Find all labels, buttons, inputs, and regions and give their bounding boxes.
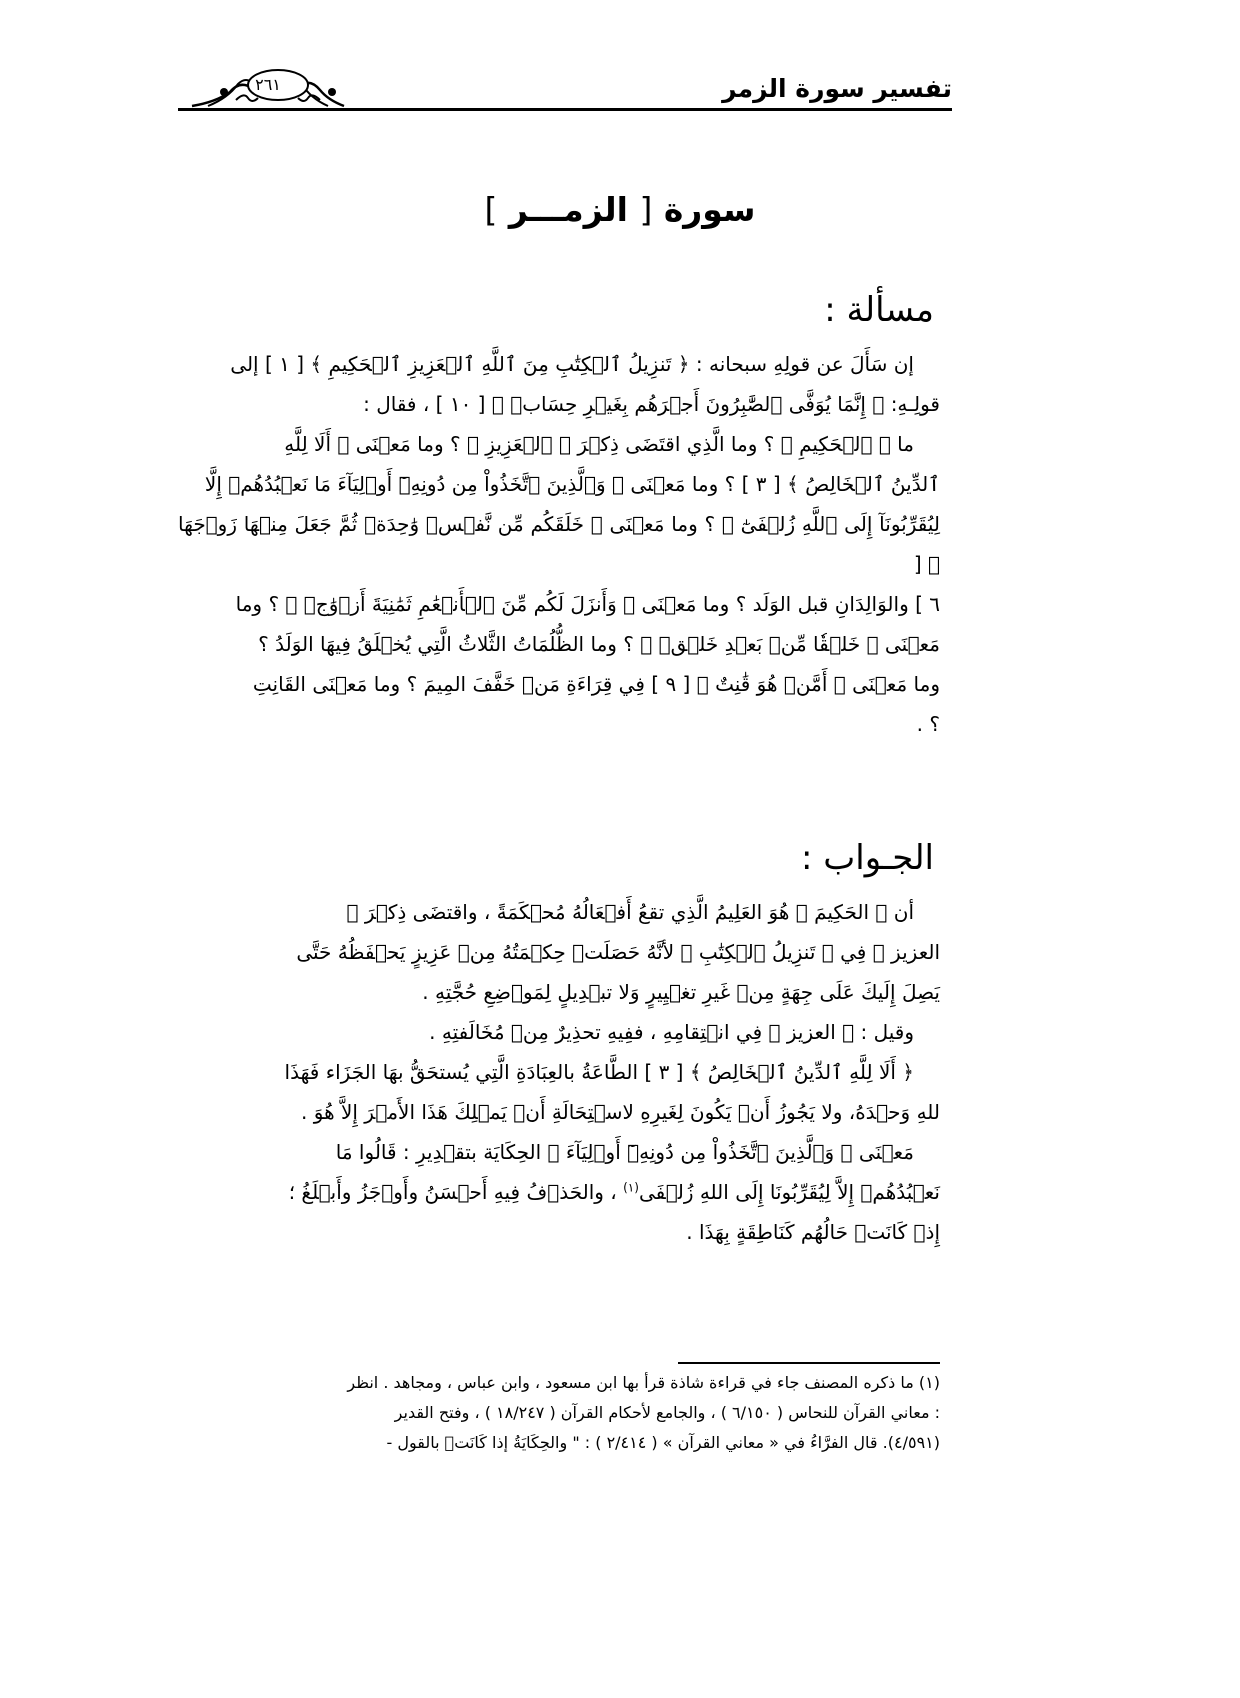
surah-title-name: الزمـــر <box>508 190 628 229</box>
question-line: إن سَأَلَ عن قولِهِ سبحانه : ﴿ تَنزِيلُ ٱلۡكِتَٰبِ مِنَ ٱللَّهِ ٱلۡعَزِيزِ ٱلۡحَكِيمِ ﴾ [ ١ ] إلى <box>230 352 914 376</box>
answer-line-part: ، والحَذۡفُ فِيهِ أَحۡسَنُ وأَوۡجَزُ وأَبۡلَغُ ؛ <box>288 1180 617 1204</box>
footnote-rule <box>678 1362 940 1364</box>
footnote-marker[interactable]: (١) <box>623 1180 639 1195</box>
answer-line: للهِ وَحۡدَهُ، ولا يَجُوزُ أَنۡ يَكُونَ لِغَيرِهِ لاسۡتِحَالَةِ أَنۡ يَمۡلِكَ هَذَا الأَمۡرَ إِلاَّ هُوَ . <box>301 1100 940 1124</box>
question-line: ؟ . <box>916 712 940 736</box>
footnote-line: : معاني القرآن للنحاس ( ٦/١٥٠ ) ، والجامع لأحكام القرآن ( ١٨/٢٤٧ ) ، وفتح القدير <box>394 1403 940 1422</box>
question-line: لِيُقَرِّبُونَآ إِلَى ٱللَّهِ زُلۡفَىٰٓ ﴾ ؟ وما مَعۡنَى ﴿ خَلَقَكُم مِّن نَّفۡسٖ وَٰحِدَةٖ ثُمَّ جَعَلَ مِنۡهَا زَوۡجَهَا ﴾ [ <box>178 512 940 576</box>
running-header <box>178 62 952 122</box>
answer-line: مَعۡنَى ﴿ وَٱلَّذِينَ ٱتَّخَذُواْ مِن دُونِهِۦٓ أَوۡلِيَآءَ ﴾ الحِكَايَة بتقۡدِيرِ : قَالُوا مَا <box>335 1140 914 1164</box>
answer-line: العزيز ﴾ فِي ﴿ تَنزِيلُ ٱلۡكِتَٰبِ ﴾ لأنَّهُ حَصَلَتۡ حِكۡمَتُهُ مِنۡ عَزِيزٍ يَحۡفَظُهُ حَتَّى <box>296 940 940 964</box>
question-body <box>178 344 940 744</box>
answer-body <box>178 892 940 1252</box>
header-rule <box>178 108 952 111</box>
running-title: تفسير سورة الزمر <box>722 74 952 103</box>
answer-line-part: نَعۡبُدُهُمۡ إِلاَّ لِيُقَرِّبُونَا إِلَى اللهِ زُلۡفَى <box>638 1180 940 1204</box>
question-line: ما ﴿ ٱلۡحَكِيمِ ﴾ ؟ وما الَّذِي اقتَضَى ذِكۡرَ ﴿ ٱلۡعَزِيزِ ﴾ ؟ وما مَعۡنَى ﴿ أَلَا لِلَّهِ <box>284 432 914 456</box>
footnotes <box>178 1368 940 1458</box>
footnote-line: (٤/٥٩١). قال الفرَّاءُ في « معاني القرآن » ( ٢/٤١٤ ) : " والحِكَايَةُ إذا كَانَتۡ بالقول - <box>386 1433 940 1452</box>
question-line: قولِـهِ: ﴿ إِنَّمَا يُوَفَّى ٱلصَّٰبِرُونَ أَجۡرَهُم بِغَيۡرِ حِسَابٖ ﴾ [ ١٠ ] ، فقال : <box>363 392 940 416</box>
answer-line: أن ﴿ الحَكِيمَ ﴾ هُوَ العَلِيمُ الَّذِي تقعُ أَفۡعَالُهُ مُحۡكَمَةً ، واقتضَى ذِكۡرَ ﴿ <box>346 900 914 924</box>
answer-heading: الجـواب : <box>801 838 934 878</box>
answer-line: ﴿ أَلَا لِلَّهِ ٱلدِّينُ ٱلۡخَالِصُ ﴾ [ ٣ ] الطَّاعَةُ بالعِبَادَةِ الَّتِي يُستحَقُّ بهَا الجَزَاء فَهَذَا <box>284 1060 914 1084</box>
question-line: مَعۡنَى ﴿ خَلۡقٗا مِّنۢ بَعۡدِ خَلۡقٖ ﴾ ؟ وما الظُّلُمَاتُ الثَّلاثُ الَّتِي يُخۡلَقُ فِيهَا الوَلَدُ ؟ <box>258 632 940 656</box>
surah-title <box>0 190 1240 229</box>
answer-line: إِذۡ كَانَتۡ حَالُهُم كَنَاطِقَةٍ بِهَذَا . <box>686 1220 940 1244</box>
surah-title-open-bracket: [ <box>639 190 653 229</box>
question-line: وما مَعۡنَى ﴿ أَمَّنۡ هُوَ قَٰنِتٌ ﴾ [ ٩ ] فِي قِرَاءَةِ مَنۡ خَفَّفَ المِيمَ ؟ وما مَعۡنَى القَانِتِ <box>252 672 940 696</box>
answer-line: وقيل : ﴿ العزيز ﴾ فِي انۡتِقامِهِ ، ففِيهِ تحذِيرٌ مِنۡ مُخَالَفتِهِ . <box>429 1020 914 1044</box>
footnote-line: (١) ما ذكره المصنف جاء في قراءة شاذة قرأ بها ابن مسعود ، وابن عباس ، ومجاهد . انظر <box>347 1373 940 1392</box>
question-line: ٱلدِّينُ ٱلۡخَالِصُ ﴾ [ ٣ ] ؟ وما مَعۡنَى ﴿ وَٱلَّذِينَ ٱتَّخَذُواْ مِن دُونِهِۦٓ أَوۡلِيَآءَ مَا نَعۡبُدُهُمۡ إِلَّا <box>204 472 940 496</box>
surah-title-close-bracket: ] <box>484 190 498 229</box>
question-heading: مسألة : <box>824 290 934 330</box>
page-number: ٢٦١ <box>255 75 281 94</box>
answer-line <box>178 1172 940 1212</box>
answer-line: يَصِلَ إِلَيكَ عَلَى جِهَةٍ مِنۡ غَيرِ تغۡيِيرٍ وَلا تبۡدِيلٍ لِمَوۡضِعِ حُجَّتِهِ . <box>422 980 940 1004</box>
surah-title-prefix: سورة <box>663 190 756 229</box>
question-line: ٦ ] والوَالِدَانِ قبل الوَلَد ؟ وما مَعۡنَى ﴿ وَأَنزَلَ لَكُم مِّنَ ٱلۡأَنۡعَٰمِ ثَمَٰنِيَةَ أَزۡوَٰجٖ ﴾ ؟ وما <box>235 592 940 616</box>
